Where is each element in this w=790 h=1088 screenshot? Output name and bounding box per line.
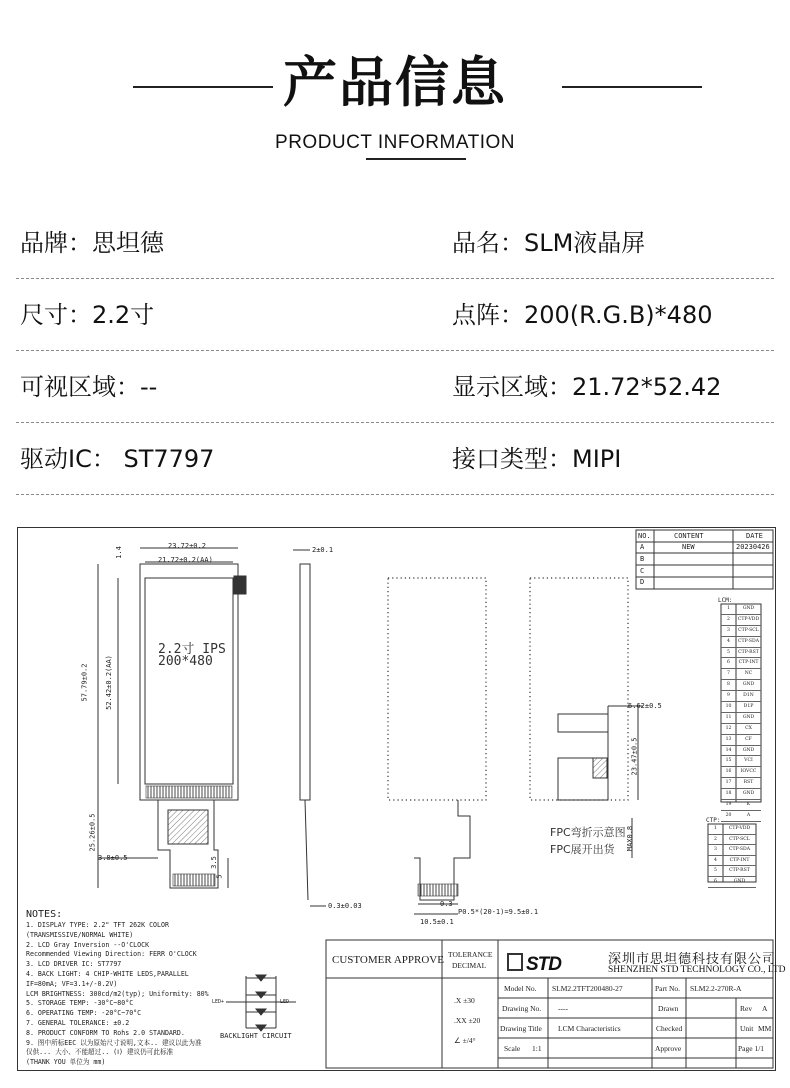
led-plus-label: LED+	[212, 999, 225, 1005]
lcm-pin-number: 16	[725, 769, 732, 775]
lcm-pin-name: CF	[745, 736, 752, 742]
side-view-outline	[300, 564, 310, 800]
ctp-pin-name: CTP-VDD	[728, 826, 751, 831]
page-title: 产品信息	[283, 51, 507, 114]
rev-header-no: NO.	[638, 532, 651, 540]
lcm-pin-number: 13	[725, 736, 732, 742]
ctp-pin-number: 3	[714, 847, 717, 853]
lcm-pin-row	[721, 789, 761, 800]
decimal-label: DECIMAL	[452, 961, 487, 970]
ctp-pin-row	[708, 845, 756, 856]
ctp-pin-name: CTP-RST	[729, 868, 750, 874]
note-line: 2. LCD Gray Inversion --O'CLOCK	[26, 940, 150, 949]
lcm-pin-row	[721, 778, 761, 789]
ctp-pin-number: 6	[714, 878, 717, 884]
lcm-pin-number: 12	[725, 725, 732, 731]
note-line: 仅供... 大小、不能超过.. (Ⅰ) 建议仍可此标准	[26, 1048, 174, 1057]
dim-top-offset: 1.4	[114, 546, 123, 559]
ctp-pin-row	[708, 866, 756, 877]
lcm-pin-name: IOVCC	[740, 769, 757, 775]
tolerance-angle: ∠ ±/4°	[454, 1036, 476, 1045]
note-line: IF=80mA; VF=3.1+/-0.2V)	[26, 979, 118, 988]
ctp-table-title: CTP:	[706, 817, 721, 824]
info-row-driver	[16, 422, 774, 495]
lcm-pin-number: 19	[725, 802, 732, 808]
ctp-pin-name: CTP-SDA	[728, 847, 751, 853]
rev-row-a-date: 20230426	[736, 543, 770, 551]
front-view-outline	[140, 564, 238, 800]
lcm-table-rows	[721, 604, 761, 822]
brand-text: 品牌：思坦德	[20, 229, 164, 257]
lcm-pin-number: 14	[725, 747, 732, 753]
lcm-pin-number: 11	[725, 714, 732, 720]
rev-row-b-no: B	[640, 555, 645, 563]
rev-value: A	[762, 1004, 768, 1013]
approve-label: Approve	[655, 1044, 682, 1053]
info-row-brand	[16, 206, 774, 279]
model-no-value: SLM2.2TFT200480-27	[552, 984, 623, 993]
ctp-pin-name: CTP-INT	[729, 857, 750, 863]
tolerance-label: TOLERANCE	[448, 950, 493, 959]
lcm-pin-number: 8	[727, 682, 730, 688]
front-view-active-area	[145, 578, 233, 784]
note-line: 8. PRODUCT CONFORM TO Rohs 2.0 STANDARD.	[26, 1028, 185, 1037]
company-logo: STD	[526, 954, 561, 975]
dim-fpc-a: 3.5	[209, 856, 218, 869]
lcm-pin-name: A	[746, 812, 751, 818]
lcm-pin-number: 4	[727, 638, 730, 644]
product-name-text: 品名：SLM液晶屏	[452, 229, 646, 257]
info-row-size	[16, 278, 774, 351]
ctp-pin-number: 1	[714, 826, 717, 831]
part-no-value: SLM2.2-270R-A	[690, 984, 742, 993]
rev-row-c-no: C	[640, 567, 645, 575]
lcm-pin-row	[721, 713, 761, 724]
lcm-pin-number: 10	[725, 704, 732, 710]
lcm-pin-row	[721, 756, 761, 767]
rev-label: Rev	[740, 1004, 753, 1013]
lcm-pin-row	[721, 735, 761, 746]
lcm-pin-number: 5	[727, 649, 730, 655]
drawing-title-label: Drawing Title	[500, 1024, 542, 1033]
lcm-pin-row	[721, 680, 761, 691]
note-line: (THANK YOU 单位为 mm)	[26, 1058, 106, 1067]
rev-header-content: CONTENT	[674, 532, 704, 540]
lcm-pin-name: CTP-SDA	[737, 638, 760, 644]
lcm-pin-number: 1	[727, 606, 730, 611]
lcm-pin-number: 2	[727, 616, 730, 622]
note-line: 1. DISPLAY TYPE: 2.2" TFT 262K COLOR	[26, 921, 169, 929]
scale-label: Scale	[504, 1044, 521, 1053]
note-line: 6. OPERATING TEMP: -20°C~70°C	[26, 1009, 142, 1018]
back-view-outline	[388, 578, 486, 800]
drawn-label: Drawn	[658, 1004, 679, 1013]
checked-label: Checked	[656, 1024, 683, 1033]
lcm-pin-name: VCI	[744, 758, 753, 764]
lcm-pin-row	[721, 767, 761, 778]
lcm-pin-row	[721, 658, 761, 669]
dim-width-outer: 23.72±0.2	[168, 542, 206, 550]
info-row-area	[16, 350, 774, 423]
lcm-pin-row	[721, 746, 761, 757]
ctp-pin-name: GND	[733, 878, 746, 884]
lcm-pin-row	[721, 615, 761, 626]
subtitle-underline	[366, 158, 466, 160]
tolerance-xx: .XX ±20	[454, 1016, 481, 1025]
dim-fpc-offset: 3.8±0.5	[98, 854, 128, 862]
lcm-table-title: LCM:	[718, 597, 733, 604]
lcm-pin-name: GND	[742, 606, 755, 611]
note-line: (TRANSMISSIVE/NORMAL WHITE)	[26, 930, 134, 939]
drawing-no-label: Drawing No.	[502, 1004, 542, 1013]
company-name-cn: 深圳市思坦德科技有限公司	[608, 952, 777, 967]
lcm-pin-name: RST	[743, 780, 754, 786]
lcm-pin-name: GND	[742, 791, 755, 797]
model-no-label: Model No.	[504, 984, 537, 993]
ctp-pin-row	[708, 835, 756, 846]
tolerance-x: .X ±30	[454, 996, 475, 1005]
note-line: 4. BACK LIGHT: 4 CHIP-WHITE LEDS,PARALLEL	[26, 969, 189, 978]
ctp-pin-number: 2	[714, 836, 717, 842]
backlight-circuit-label: BACKLIGHT CIRCUIT	[220, 1032, 292, 1040]
lcm-pin-number: 15	[725, 758, 732, 764]
viewing-area-text: 可视区域：--	[20, 373, 158, 401]
ctp-pin-row	[708, 877, 756, 888]
dim-height-aa: 52.42±0.2(AA)	[104, 655, 113, 710]
fpc-flat-note: FPC展开出货	[550, 843, 615, 856]
dim-height-outer: 57.79±0.2	[80, 663, 89, 702]
lcm-pin-number: 7	[727, 671, 730, 677]
ctp-table-rows	[708, 824, 756, 888]
lcm-pin-name: D1N	[743, 693, 754, 699]
lcm-pin-name: D1P	[743, 704, 754, 710]
lcm-pin-number: 20	[725, 812, 732, 818]
notes-lines	[26, 921, 326, 1068]
lcm-pin-row	[721, 637, 761, 648]
note-line: 7. GENERAL TOLERANCE: ±0.2	[26, 1018, 130, 1027]
lcm-pin-name: NC	[744, 671, 753, 677]
lcm-pin-row	[721, 800, 761, 811]
lcm-pin-row	[721, 648, 761, 659]
screen-label-size: 2.2寸 IPS	[158, 642, 226, 657]
lcm-pin-name: GND	[742, 682, 755, 688]
bent-view-outline	[530, 578, 628, 800]
dim-bend-max: MAX0.8	[626, 825, 635, 852]
lcm-pin-name: CTP-VDD	[737, 616, 760, 622]
lcm-pin-row	[721, 669, 761, 680]
dim-bend-height: 23.47±0.5	[630, 737, 639, 776]
note-line: 5. STORAGE TEMP: -30°C~80°C	[26, 999, 134, 1008]
note-line: LCM BRIGHTNESS: 300cd/m2(typ); Uniformity: 80%	[26, 989, 209, 998]
drawing-no-value: ----	[558, 1004, 568, 1013]
technical-drawing	[17, 527, 786, 1071]
screen-label-res: 200*480	[158, 654, 213, 669]
lcm-pin-row	[721, 724, 761, 735]
note-line: Recommended Viewing Direction: FERR O'CLOCK	[26, 950, 197, 959]
customer-approve: CUSTOMER APPROVE	[332, 954, 444, 966]
lcm-pin-row	[721, 811, 761, 822]
lcm-pin-name: GND	[742, 714, 755, 720]
led-minus-label: LED-	[280, 999, 293, 1005]
dim-fpc-length: 25.26±0.5	[88, 813, 97, 852]
note-line: 9. 图中所标EEC 以为原始尺寸说明,文本.. 建议以此为准	[26, 1038, 202, 1047]
dim-fpc-width: 10.5±0.1	[420, 918, 454, 926]
ctp-pin-row	[708, 824, 756, 835]
ctp-pin-number: 5	[714, 868, 717, 874]
lcm-pin-name: CTP-INT	[738, 660, 759, 666]
dim-width-aa: 21.72±0.2(AA)	[158, 556, 213, 564]
page-number: Page 1/1	[738, 1044, 765, 1053]
company-name-en: SHENZHEN STD TECHNOLOGY CO., LTD	[608, 965, 786, 975]
driver-ic-text: 驱动IC： ST7797	[20, 445, 215, 473]
dim-side-thick: 0.3±0.03	[328, 902, 362, 910]
ctp-pin-number: 4	[714, 857, 717, 863]
lcm-pin-name: CTP-RST	[738, 649, 759, 655]
dim-fpc-b: 5	[215, 874, 224, 879]
rev-row-a-no: A	[640, 543, 645, 551]
scale-value: 1:1	[532, 1044, 542, 1053]
page-subtitle: PRODUCT INFORMATION	[275, 132, 515, 153]
lcm-pin-name: GND	[742, 747, 755, 753]
fpc-bend-note: FPC弯折示意图	[550, 826, 626, 839]
size-text: 尺寸：2.2寸	[20, 301, 155, 329]
unit-value: MM	[758, 1024, 772, 1033]
note-line: 3. LCD DRIVER IC: ST7797	[26, 960, 122, 969]
dim-fpc-pitch: P0.5*(20-1)=9.5±0.1	[458, 908, 539, 916]
part-no-label: Part No.	[655, 984, 680, 993]
lcm-pin-row	[721, 604, 761, 615]
lcm-pin-row	[721, 702, 761, 713]
dim-fpc-w2: 0.3	[440, 900, 453, 908]
drawing-title-value: LCM Characteristics	[558, 1024, 621, 1033]
lcm-pin-number: 9	[727, 693, 730, 699]
lcm-pin-number: 3	[727, 627, 730, 633]
lcm-pin-name: K	[746, 802, 751, 808]
unit-label: Unit	[740, 1024, 754, 1033]
interface-text: 接口类型：MIPI	[452, 445, 622, 473]
dim-thickness: 2±0.1	[312, 546, 334, 554]
lcm-pin-row	[721, 691, 761, 702]
lcm-pin-number: 17	[725, 780, 732, 786]
notes-block	[26, 908, 326, 1068]
lcm-pin-name: CX	[745, 725, 752, 731]
notes-title: NOTES:	[26, 909, 63, 920]
lcm-pin-row	[721, 626, 761, 637]
rev-header-date: DATE	[746, 532, 763, 540]
rev-row-a-content: NEW	[682, 543, 695, 551]
rev-row-d-no: D	[640, 578, 645, 586]
display-area-text: 显示区域：21.72*52.42	[452, 373, 722, 401]
lcm-pin-name: CTP-SCL	[738, 627, 759, 633]
ctp-pin-row	[708, 856, 756, 867]
resolution-text: 点阵：200(R.G.B)*480	[452, 301, 713, 329]
ctp-pin-name: CTP-SCL	[729, 836, 750, 842]
lcm-pin-number: 18	[725, 791, 732, 797]
dim-bend-width: 6.62±0.5	[628, 702, 662, 710]
lcm-pin-number: 6	[727, 660, 730, 666]
